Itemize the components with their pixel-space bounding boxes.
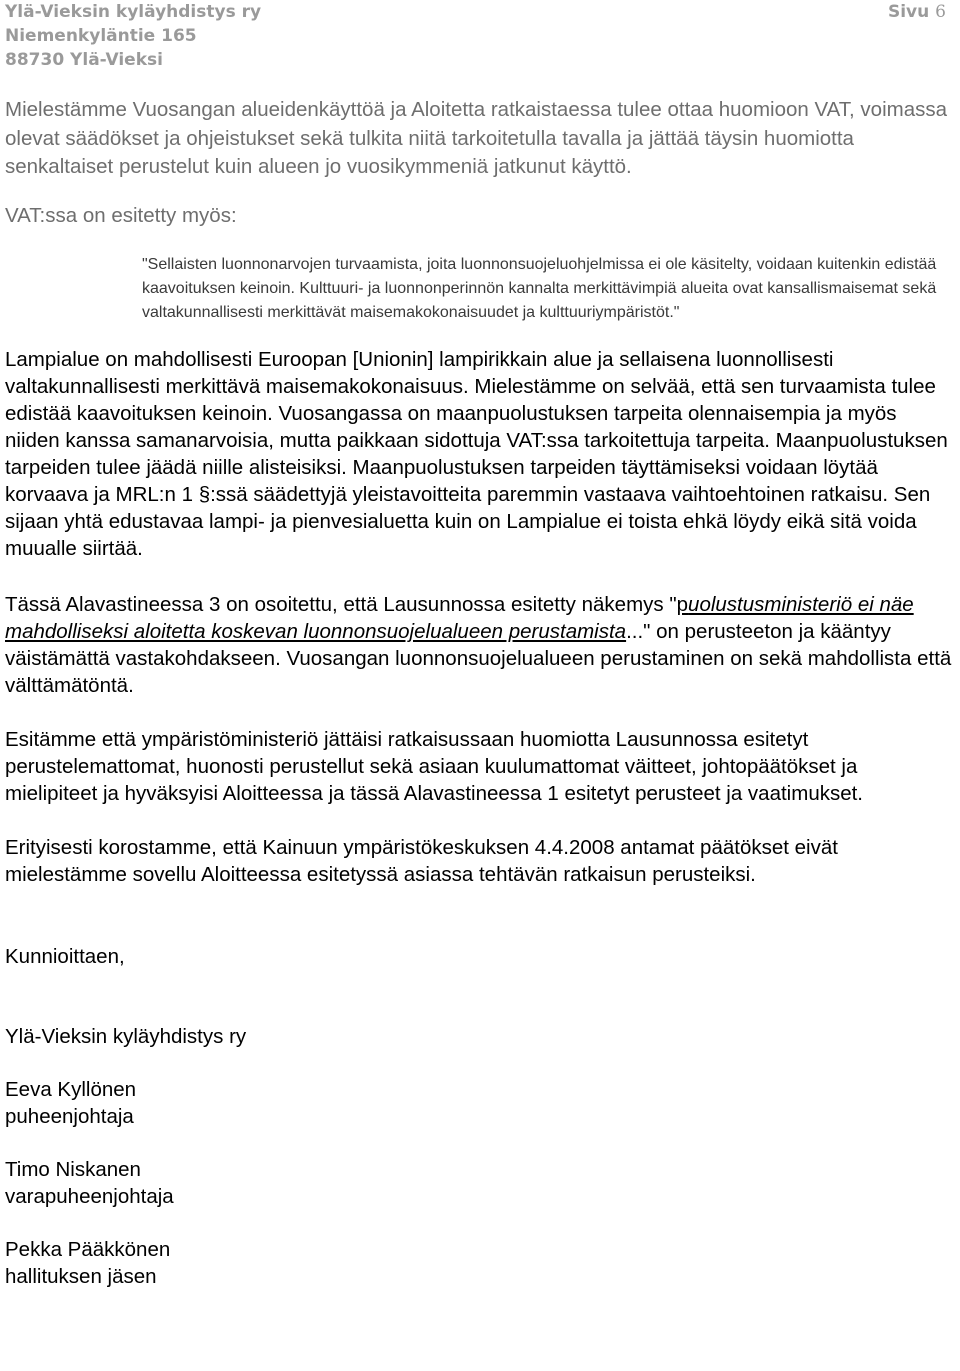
paragraph-1: Mielestämme Vuosangan alueidenkäyttöä ja Aloitetta ratkaistaessa tulee ottaa huomioon VAT, voimassa olevat säädökset ja ohjeistukset sekä tulkita niitä tarkoitetulla tavalla ja jättää täysin huomiotta senkaltaiset perustelut kuin alueen jo vuosikymmeniä jatkunut käyttö. xyxy=(5,98,948,178)
signer-name: Timo Niskanen xyxy=(5,1158,141,1181)
paragraph-3: Lampialue on mahdollisesti Euroopan [Unionin] lampirikkain alue ja sellaisena luonnollisesti valtakunnallisesti merkittävä maisemakokonaisuus. Mielestämme on selvää, että sen turvaamista tulee edistää kaavoituksen keinoin. Vuosangassa on maanpuolustuksen tarpeita olennaisempia ja myös niiden kanssa samanarvoisia, mutta paikkaan sidottuja VAT:ssa tarkoitettuja tarpeita. Maanpuolustuksen tarpeiden tulee jäädä niille alisteisiksi. Maanpuolustuksen tarpeiden täyttämiseksi voidaan löytää korvaava ja MRL:n 1 §:ssä säädettyjä yleistavoitteita paremmin vastaava vaihtoehtoinen ratkaisu. Sen sijaan yhtä edustavaa lampi- ja pienvesialuetta kuin on Lampialue ei toista ehkä löydy eikä sitä voida muualle siirtää. xyxy=(5,348,948,560)
signer-1 xyxy=(5,1076,955,1130)
letter-body xyxy=(5,96,955,1290)
page-number xyxy=(888,0,946,24)
paragraph-5: Esitämme että ympäristöministeriö jättäisi ratkaisussaan huomiotta Lausunnossa esitetyt perustelemattomat, huonosti perustellut sekä asiaan kuulumattomat väitteet, johtopäätökset ja mielipiteet ja hyväksyisi Aloitteessa ja tässä Alavastineessa 1 esitetyt perusteet ja vaatimukset. xyxy=(5,728,864,805)
paragraph-4-quote: uolustusministeriö ei näe mahdolliseksi aloitetta koskevan luonnonsuojelualueen perustamista xyxy=(5,593,914,643)
signer-name: Pekka Pääkkönen xyxy=(5,1238,171,1261)
signer-name: Eeva Kyllönen xyxy=(5,1078,137,1101)
sender-postal: 88730 Ylä-Vieksi xyxy=(5,50,163,70)
letterhead xyxy=(5,0,955,72)
signer-role: hallituksen jäsen xyxy=(5,1265,157,1288)
sender-org: Ylä-Vieksin kyläyhdistys ry xyxy=(5,2,262,22)
paragraph-4 xyxy=(5,591,955,699)
page-number-value: 6 xyxy=(935,2,946,22)
signer-2 xyxy=(5,1156,955,1210)
paragraph-2: VAT:ssa on esitetty myös: xyxy=(5,203,237,227)
sender-street: Niemenkyläntie 165 xyxy=(5,26,197,46)
paragraph-6: Erityisesti korostamme, että Kainuun ympäristökeskuksen 4.4.2008 antamat päätökset eivät mielestämme sovellu Aloitteessa esitetyssä asiassa tehtävän ratkaisun perusteiksi. xyxy=(5,836,838,886)
signer-role: puheenjohtaja xyxy=(5,1105,134,1128)
closing-greeting: Kunnioittaen, xyxy=(5,945,125,968)
paragraph-4-underlined: p xyxy=(676,593,689,616)
closing-org: Ylä-Vieksin kyläyhdistys ry xyxy=(5,1025,247,1048)
signer-3 xyxy=(5,1236,955,1290)
signer-role: varapuheenjohtaja xyxy=(5,1185,174,1208)
page-label: Sivu xyxy=(887,2,930,22)
paragraph-4-end: ..." on perusteeton ja kääntyy väistämättä vastakohdakseen. Vuosangan luonnonsuojelualueen perustaminen on sekä mahdollista että välttämätöntä. xyxy=(5,620,952,697)
paragraph-4-start: Tässä Alavastineessa 3 on osoitettu, että Lausunnossa esitetty näkemys " xyxy=(5,593,677,616)
vat-quote: "Sellaisten luonnonarvojen turvaamista, joita luonnonsuojeluohjelmissa ei ole käsitelty, voidaan kuitenkin edistää kaavoituksen keinoin. Kulttuuri- ja luonnonperinnön kannalta merkittävimpiä alueita ovat kansallismaisemat sekä valtakunnallisesti merkittävät maisemakokonaisuudet ja kulttuuriympäristöt." xyxy=(142,256,937,321)
